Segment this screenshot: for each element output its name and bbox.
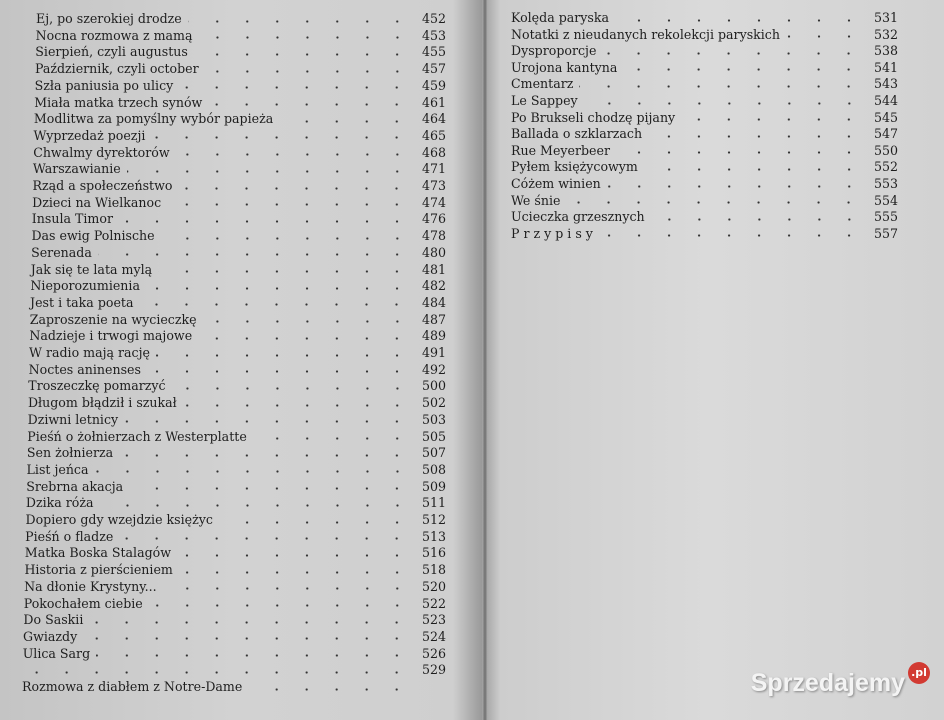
entry-page-number: 531 <box>873 10 898 25</box>
entry-page-number: 476 <box>421 211 446 227</box>
dot-leader <box>279 120 412 123</box>
entry-page-number: 478 <box>421 228 446 244</box>
entry-title: Do Saskii <box>23 612 84 628</box>
entry-title: Gwiazdy <box>23 628 78 644</box>
entry-page-number: 452 <box>421 11 446 26</box>
entry-page-number: 543 <box>873 76 898 92</box>
dot-leader <box>203 320 412 323</box>
entry-title: Pieśń o żołnierzach z Westerplatte <box>27 428 247 444</box>
entry-title: Ej, po szerokiej drodze <box>36 11 182 26</box>
entry-page-number: 473 <box>421 178 446 193</box>
dot-leader <box>651 218 864 221</box>
dot-leader <box>146 287 412 290</box>
dot-leader <box>89 621 412 624</box>
dot-leader <box>219 521 412 524</box>
dot-leader <box>158 270 412 273</box>
dot-leader <box>623 68 864 71</box>
toc-entry <box>28 395 446 410</box>
entry-page-number: 489 <box>421 328 446 344</box>
dot-leader <box>178 187 412 190</box>
entry-title: Urojona kantyna <box>511 59 618 75</box>
toc-entry <box>31 228 446 243</box>
toc-entry <box>33 178 447 193</box>
entry-title: Notatki z nieudanych rekolekcji paryskich <box>511 26 780 42</box>
toc-entry <box>27 445 446 460</box>
entry-page-number: 484 <box>421 294 446 310</box>
right-page-toc <box>492 0 944 720</box>
toc-entry <box>25 545 446 560</box>
watermark-logo: Sprzedajemy <box>750 669 905 697</box>
toc-entry <box>511 110 898 125</box>
entry-title: Ucieczka grzesznych <box>511 209 645 225</box>
entry-page-number: 503 <box>421 411 446 427</box>
toc-entry <box>28 412 446 427</box>
entry-title: Matka Boska Stalagów <box>24 545 172 561</box>
toc-entry <box>32 195 446 210</box>
toc-entry <box>23 646 446 661</box>
entry-page-number: 465 <box>421 127 446 143</box>
entry-page-number: 554 <box>873 192 898 208</box>
entry-page-number: 459 <box>421 77 446 93</box>
dot-leader <box>95 470 412 473</box>
dot-leader <box>147 370 412 373</box>
entry-page-number: 507 <box>421 445 446 461</box>
entry-page-number: 492 <box>421 361 446 377</box>
dot-leader <box>205 70 412 73</box>
entry-title: Październik, czyli october <box>34 61 199 77</box>
entry-title: Dzieci na Wielkanoc <box>32 194 162 210</box>
dot-leader <box>129 487 412 490</box>
toc-entry <box>511 10 898 25</box>
dot-leader <box>161 237 412 240</box>
entry-page-number: 468 <box>421 144 446 160</box>
entry-page-number: 538 <box>873 43 898 59</box>
toc-entry <box>28 378 446 393</box>
entry-title: Zaproszenie na wycieczkę <box>29 311 197 327</box>
entry-title: Cmentarz <box>511 76 574 92</box>
entry-page-number: 541 <box>873 59 898 75</box>
toc-entry <box>35 44 446 59</box>
dot-leader <box>149 604 412 607</box>
toc-entry <box>511 226 898 241</box>
toc-entry <box>30 278 446 293</box>
toc-entry <box>32 211 446 226</box>
entry-title: Sen żołnierza <box>26 445 114 461</box>
entry-title: Po Brukseli chodzę pijany <box>511 109 676 125</box>
toc-entry <box>23 629 446 644</box>
entry-page-number: 516 <box>421 545 446 561</box>
toc-entry <box>33 161 446 176</box>
entry-title: Insula Timor <box>31 211 113 227</box>
dot-leader <box>98 253 412 256</box>
dot-leader <box>179 571 412 574</box>
entry-title: Nocna rozmowa z mamą <box>35 27 193 43</box>
entry-title: Cóżem winien <box>511 176 601 191</box>
toc-entry <box>34 128 446 143</box>
entry-page-number: 461 <box>421 94 446 110</box>
watermark <box>751 662 930 698</box>
entry-page-number: 482 <box>421 278 446 294</box>
dot-leader <box>124 420 412 423</box>
toc-entry <box>511 60 898 75</box>
dot-leader <box>151 136 412 139</box>
dot-leader <box>648 135 864 138</box>
dot-leader <box>786 35 864 38</box>
entry-title: Ulica Sarg <box>22 645 91 661</box>
entry-page-number: 474 <box>421 194 446 210</box>
entry-page-number: 480 <box>421 244 446 260</box>
dot-leader <box>603 234 864 237</box>
entry-page-number: 513 <box>421 528 446 544</box>
entry-title: Na dłonie Krystyny... <box>24 578 157 594</box>
entry-page-number: 529 <box>421 662 446 678</box>
entry-title: Jak się te lata mylą <box>30 261 153 277</box>
entry-title: Srebrna akacja <box>26 478 124 494</box>
toc-entry <box>30 312 446 327</box>
dot-leader <box>602 52 864 55</box>
entry-page-number: 524 <box>421 628 446 644</box>
entry-page-number: 512 <box>421 512 446 527</box>
dot-leader <box>198 337 412 340</box>
entry-title: Warszawianie <box>32 161 121 177</box>
toc-entry <box>511 76 898 91</box>
entry-page-number: 500 <box>421 378 446 394</box>
entry-title: Pieśń o fladze <box>25 528 114 544</box>
toc-entry <box>36 28 446 43</box>
dot-leader <box>177 554 412 557</box>
entry-page-number: 522 <box>421 595 446 611</box>
toc-entry <box>24 562 446 577</box>
entry-title: Le Sappey <box>511 93 578 108</box>
entry-title: We śnie <box>511 192 561 208</box>
toc-entry <box>36 11 446 26</box>
entry-page-number: 505 <box>421 428 446 444</box>
toc-entry <box>22 662 446 677</box>
toc-entry <box>31 245 446 260</box>
entry-title: Historia z pierścieniem <box>24 562 173 578</box>
toc-entry <box>511 176 898 191</box>
entry-page-number: 491 <box>421 345 446 360</box>
entry-title: W radio mają rację <box>29 345 150 360</box>
entry-title: Szła paniusia po ulicy <box>34 77 174 93</box>
dot-leader <box>119 537 412 540</box>
entry-title: Chwalmy dyrektorów <box>33 144 170 160</box>
entry-title: Rząd a społeczeństwo <box>32 178 173 193</box>
toc-entry <box>35 61 446 76</box>
toc-entry <box>511 126 898 141</box>
dot-leader <box>188 20 412 23</box>
entry-page-number: 550 <box>873 142 898 158</box>
dot-leader <box>253 437 412 440</box>
entry-page-number: 457 <box>421 61 446 77</box>
book-gutter <box>482 0 488 720</box>
toc-entry <box>27 462 446 477</box>
entry-page-number: 553 <box>873 176 898 191</box>
dot-leader <box>119 454 412 457</box>
entry-page-number: 511 <box>421 495 446 511</box>
toc-entry <box>30 295 446 310</box>
dot-leader <box>208 103 412 106</box>
entry-page-number: 453 <box>421 27 446 43</box>
entry-page-number: 464 <box>421 111 446 127</box>
entry-page-number: 532 <box>873 26 898 42</box>
dot-leader <box>584 102 864 105</box>
toc-entry <box>22 679 446 694</box>
entry-page-number: 557 <box>873 225 898 241</box>
entry-page-number: 455 <box>421 44 446 60</box>
entry-title: Nadzieje i trwogi majowe <box>29 328 193 344</box>
dot-leader <box>199 36 412 39</box>
watermark-badge: .pl <box>908 662 930 684</box>
toc-entry <box>29 345 446 360</box>
entry-page-number: 520 <box>421 578 446 594</box>
dot-leader <box>566 201 864 204</box>
dot-leader <box>163 587 412 590</box>
dot-leader <box>644 168 864 171</box>
toc-entry <box>24 596 446 611</box>
entry-title: Pokochałem ciebie <box>23 595 143 611</box>
dot-leader <box>607 185 864 188</box>
entry-title: Nieporozumienia <box>30 278 140 294</box>
entry-page-number: 502 <box>421 395 446 411</box>
entry-title: Wyprzedaż poezji <box>33 127 146 143</box>
toc-entry <box>511 159 898 174</box>
dot-leader <box>167 203 412 206</box>
entry-page-number: 547 <box>873 126 898 142</box>
toc-entry <box>25 529 446 544</box>
dot-leader <box>615 19 864 22</box>
dot-leader <box>248 688 412 691</box>
dot-leader <box>172 387 412 390</box>
entry-title: Kolęda paryska <box>511 10 610 25</box>
entry-title: Ballada o szklarzach <box>511 126 643 142</box>
entry-title: Przypisy <box>511 225 597 241</box>
entry-title: Miała matka trzech synów <box>34 94 203 110</box>
toc-entry <box>24 579 446 594</box>
dot-leader <box>183 404 412 407</box>
entry-title: Troszeczkę pomarzyć <box>28 378 166 394</box>
entry-title: Dopiero gdy wzejdzie księżyc <box>25 512 213 527</box>
toc-entry <box>511 43 898 58</box>
dot-leader <box>194 53 412 56</box>
entry-page-number: 481 <box>421 261 446 277</box>
entry-page-number: 552 <box>873 159 898 175</box>
toc-entry <box>31 262 446 277</box>
entry-title: Das ewig Polnische <box>31 228 155 244</box>
entry-page-number: 523 <box>421 612 446 628</box>
entry-page-number: 487 <box>421 311 446 327</box>
entry-title: Rue Meyerbeer <box>511 142 610 158</box>
toc-entry <box>26 512 447 527</box>
toc-entry <box>26 479 446 494</box>
toc-entry <box>511 143 898 158</box>
entry-page-number: 544 <box>873 93 898 108</box>
dot-leader <box>127 170 412 173</box>
entry-page-number: 508 <box>421 461 446 477</box>
entry-page-number: 518 <box>421 562 446 578</box>
dot-leader <box>100 504 412 507</box>
dot-leader <box>96 654 412 657</box>
dot-leader <box>28 671 412 674</box>
toc-entry <box>34 95 446 110</box>
dot-leader <box>681 118 864 121</box>
toc-entry <box>35 78 446 93</box>
entry-page-number: 471 <box>421 161 446 177</box>
dot-leader <box>119 220 412 223</box>
dot-leader <box>616 151 864 154</box>
entry-title: Dysproporcje <box>511 43 597 59</box>
entry-title: Jest i taka poeta <box>30 294 134 310</box>
toc-entry <box>29 362 446 377</box>
dot-leader <box>179 86 412 89</box>
dot-leader <box>579 85 864 88</box>
toc-entry <box>511 93 898 108</box>
toc-entry <box>511 27 898 42</box>
dot-leader <box>83 637 412 640</box>
entry-title: Dzika róża <box>25 495 94 511</box>
entry-page-number: 526 <box>421 645 446 661</box>
entry-title: Serenada <box>31 244 92 260</box>
entry-page-number: 555 <box>873 209 898 225</box>
toc-entry <box>23 612 446 627</box>
entry-title: Rozmowa z diabłem z Notre-Dame <box>22 679 243 694</box>
entry-title: Modlitwa za pomyślny wybór papieża <box>33 111 274 127</box>
toc-entry <box>29 328 446 343</box>
toc-entry <box>26 495 446 510</box>
entry-page-number: 509 <box>421 478 446 494</box>
dot-leader <box>176 153 412 156</box>
toc-entry <box>27 429 446 444</box>
toc-entry <box>33 145 446 160</box>
entry-title: Noctes aninenses <box>28 361 141 377</box>
entry-page-number: 545 <box>873 109 898 125</box>
entry-title: Sierpień, czyli augustus <box>35 44 188 60</box>
entry-title: Dziwni letnicy <box>27 411 119 427</box>
dot-leader <box>156 354 412 357</box>
entry-title: Pyłem księżycowym <box>511 159 638 175</box>
toc-entry <box>511 209 898 224</box>
entry-title: Długom błądził i szukał <box>27 395 177 411</box>
toc-entry <box>511 193 898 208</box>
dot-leader <box>139 303 412 306</box>
entry-title: List jeńca <box>26 461 89 477</box>
toc-entry <box>34 111 446 126</box>
